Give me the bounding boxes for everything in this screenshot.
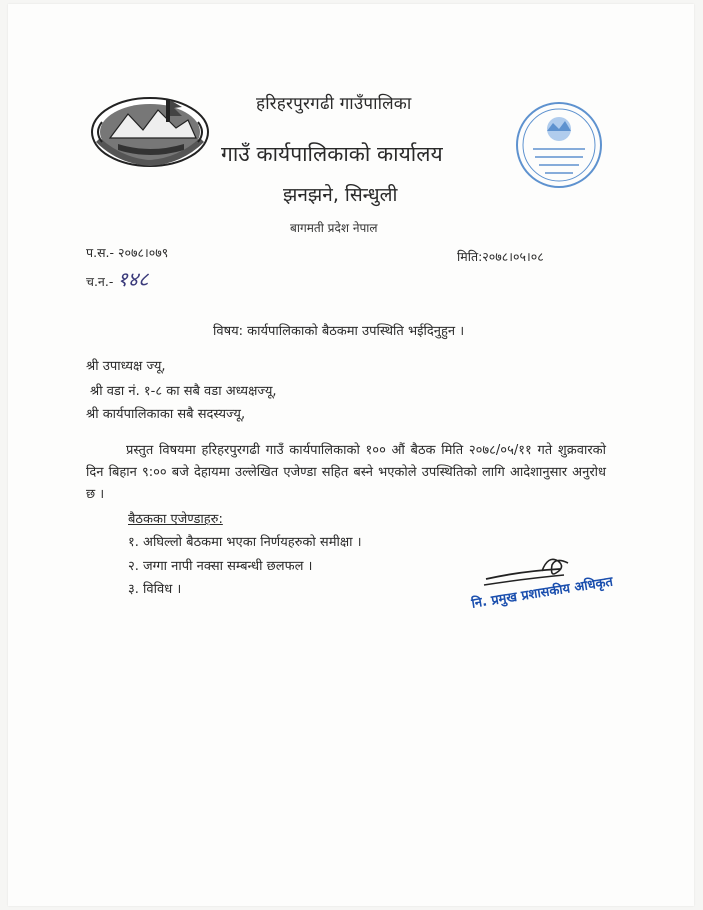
signatory-title: नि. प्रमुख प्रशासकीय अधिकृत: [470, 574, 614, 612]
nepal-emblem-icon: [88, 92, 213, 172]
chalani-number: १४८: [117, 267, 149, 291]
addressee-line: श्री उपाध्यक्ष ज्यू,: [86, 359, 166, 374]
letter-date: मिति:२०७८।०५।०८: [457, 249, 544, 264]
agenda-item: २. जग्गा नापी नक्सा सम्बन्धी छलफल ।: [128, 559, 313, 574]
addressee-line: श्री कार्यपालिकाका सबै सदस्यज्यू,: [86, 407, 246, 422]
chalani-label: च.न.-: [86, 274, 114, 289]
office-name: गाउँ कार्यपालिकाको कार्यालय: [221, 142, 443, 166]
addressee-line: श्री वडा नं. १-८ का सबै वडा अध्यक्षज्यू,: [90, 384, 277, 399]
agenda-title: बैठकका एजेण्डाहरु:: [128, 512, 223, 527]
agenda-item: ३. विविध ।: [128, 582, 182, 597]
chalani-number-line: [86, 265, 149, 292]
office-location: झनझने, सिन्धुली: [283, 184, 398, 206]
province-name: बागमती प्रदेश नेपाल: [290, 221, 378, 235]
municipality-name: हरिहरपुरगढी गाउँपालिका: [256, 94, 412, 114]
patra-sankhya: प.स.- २०७८।०७९: [86, 245, 169, 260]
letter-subject: विषय: कार्यपालिकाको बैठकमा उपस्थिति भईदिनुहुन ।: [213, 324, 465, 339]
body-paragraph: प्रस्तुत विषयमा हरिहरपुरगढी गाउँ कार्यपालिकाको १०० औं बैठक मिति २०७८/०५/११ गते शुक्रवारको दिन बिहान ९:०० बजे देहायमा उल्लेखित एजेण्डा सहित बस्ने भएकोले उपस्थितिको लागि आदेशानुसार अनुरोध छ ।: [86, 443, 606, 502]
official-stamp-icon: [513, 99, 605, 191]
agenda-item: १. अघिल्लो बैठकमा भएका निर्णयहरुको समीक्षा ।: [128, 535, 362, 550]
letter-page: [8, 4, 694, 906]
